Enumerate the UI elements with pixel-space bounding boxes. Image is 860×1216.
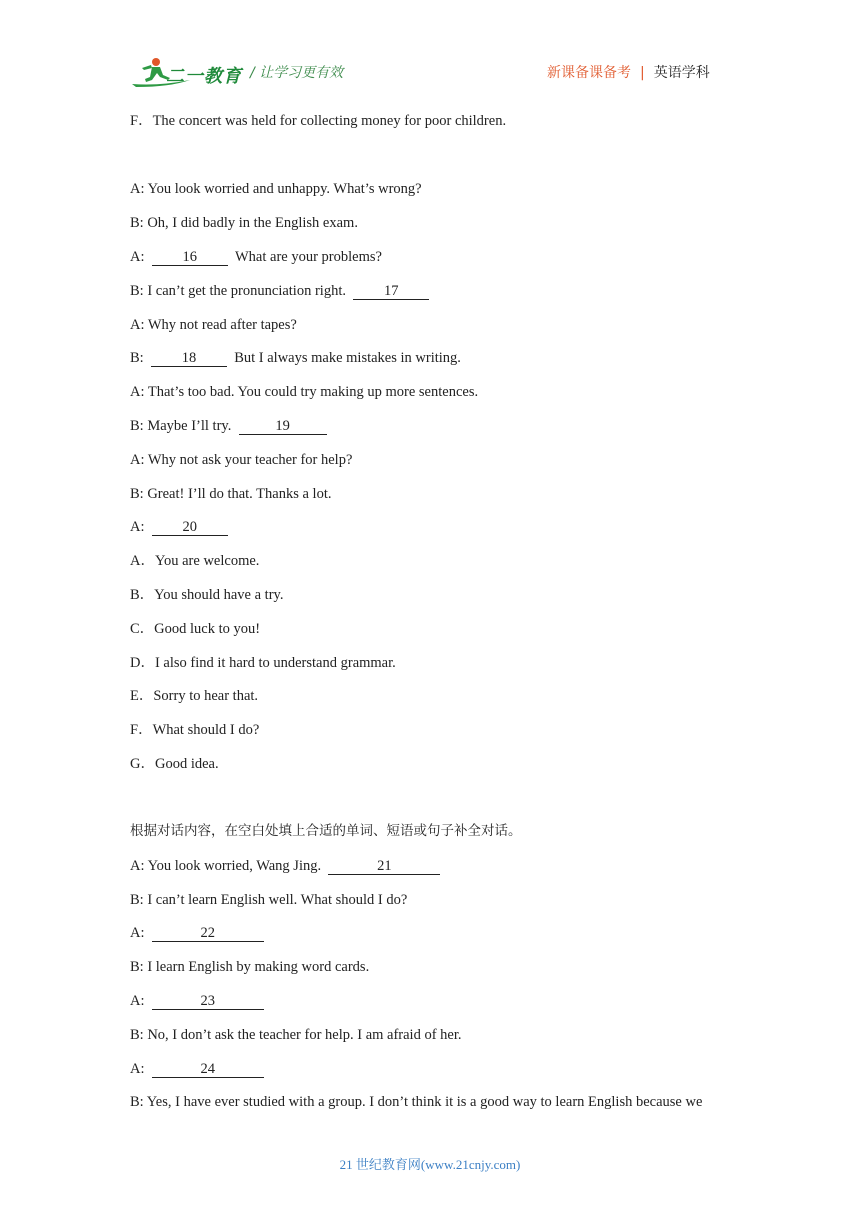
option-g: G．Good idea. — [130, 756, 219, 772]
speaker-label: A: — [130, 993, 145, 1009]
header-subject: 英语学科 — [653, 65, 710, 81]
logo-text: 二一教育 — [166, 66, 242, 87]
option-a: A．You are welcome. — [130, 553, 260, 569]
header-right — [547, 62, 710, 82]
dialog-line: A: Why not read after tapes? — [130, 317, 297, 333]
dialog-line: B: Great! I’ll do that. Thanks a lot. — [130, 486, 332, 502]
header-separator: | — [640, 65, 645, 81]
dialog-line: A: Why not ask your teacher for help? — [130, 452, 353, 468]
dialog-line: B: I can’t learn English well. What should I do? — [130, 892, 408, 908]
dialog-text: What are your problems? — [235, 249, 382, 265]
dialog-line: B: I learn English by making word cards. — [130, 959, 370, 975]
dialog-text: B: Maybe I’ll try. — [130, 418, 232, 434]
dialog-text: B: I can’t get the pronunciation right. — [130, 283, 346, 299]
blank-20: 20 — [152, 520, 228, 536]
option-e: E．Sorry to hear that. — [130, 688, 259, 704]
dialog-line — [130, 248, 382, 266]
option-f-previous: F．The concert was held for collecting money for poor children. — [130, 113, 507, 129]
header-course-label: 新课备课备考 — [547, 65, 631, 81]
speaker-label: B: — [130, 350, 144, 366]
dialog-line: B: Oh, I did badly in the English exam. — [130, 215, 358, 231]
dialog-line — [130, 857, 440, 875]
speaker-label: A: — [130, 1061, 145, 1077]
dialog-line — [130, 924, 264, 942]
blank-22: 22 — [152, 926, 264, 942]
instruction-text: 根据对话内容，在空白处填上合适的单词、短语或句子补全对话。 — [130, 823, 522, 839]
dialog-line — [130, 417, 327, 435]
dialog-line: A: That’s too bad. You could try making up more sentences. — [130, 384, 479, 400]
dialog-line — [130, 518, 228, 536]
page-footer: 21 世纪教育网(www.21cnjy.com) — [339, 1157, 521, 1172]
dialog-line: B: Yes, I have ever studied with a group. I don’t think it is a good way to learn English because we — [130, 1094, 703, 1110]
dialog-line — [130, 1060, 264, 1078]
option-d: D．I also find it hard to understand grammar. — [130, 655, 396, 671]
blank-23: 23 — [152, 994, 264, 1010]
option-f: F．What should I do? — [130, 722, 260, 738]
blank-21: 21 — [328, 859, 440, 875]
dialog-text: But I always make mistakes in writing. — [234, 350, 461, 366]
option-b: B．You should have a try. — [130, 587, 284, 603]
dialog-line: A: You look worried and unhappy. What’s wrong? — [130, 181, 422, 197]
speaker-label: A: — [130, 519, 145, 535]
dialog-line — [130, 349, 461, 367]
blank-16: 16 — [152, 250, 228, 266]
dialog-text: A: You look worried, Wang Jing. — [130, 858, 322, 874]
speaker-label: A: — [130, 249, 145, 265]
blank-24: 24 — [152, 1062, 264, 1078]
option-c: C．Good luck to you! — [130, 621, 261, 637]
blank-17: 17 — [353, 284, 429, 300]
header-slogan: / 让学习更有效 — [250, 65, 344, 81]
dialog-line — [130, 282, 429, 300]
page-header — [0, 0, 860, 100]
blank-18: 18 — [151, 351, 227, 367]
blank-19: 19 — [239, 419, 327, 435]
dialog-line — [130, 992, 264, 1010]
speaker-label: A: — [130, 925, 145, 941]
dialog-line: B: No, I don’t ask the teacher for help. I am afraid of her. — [130, 1027, 462, 1043]
